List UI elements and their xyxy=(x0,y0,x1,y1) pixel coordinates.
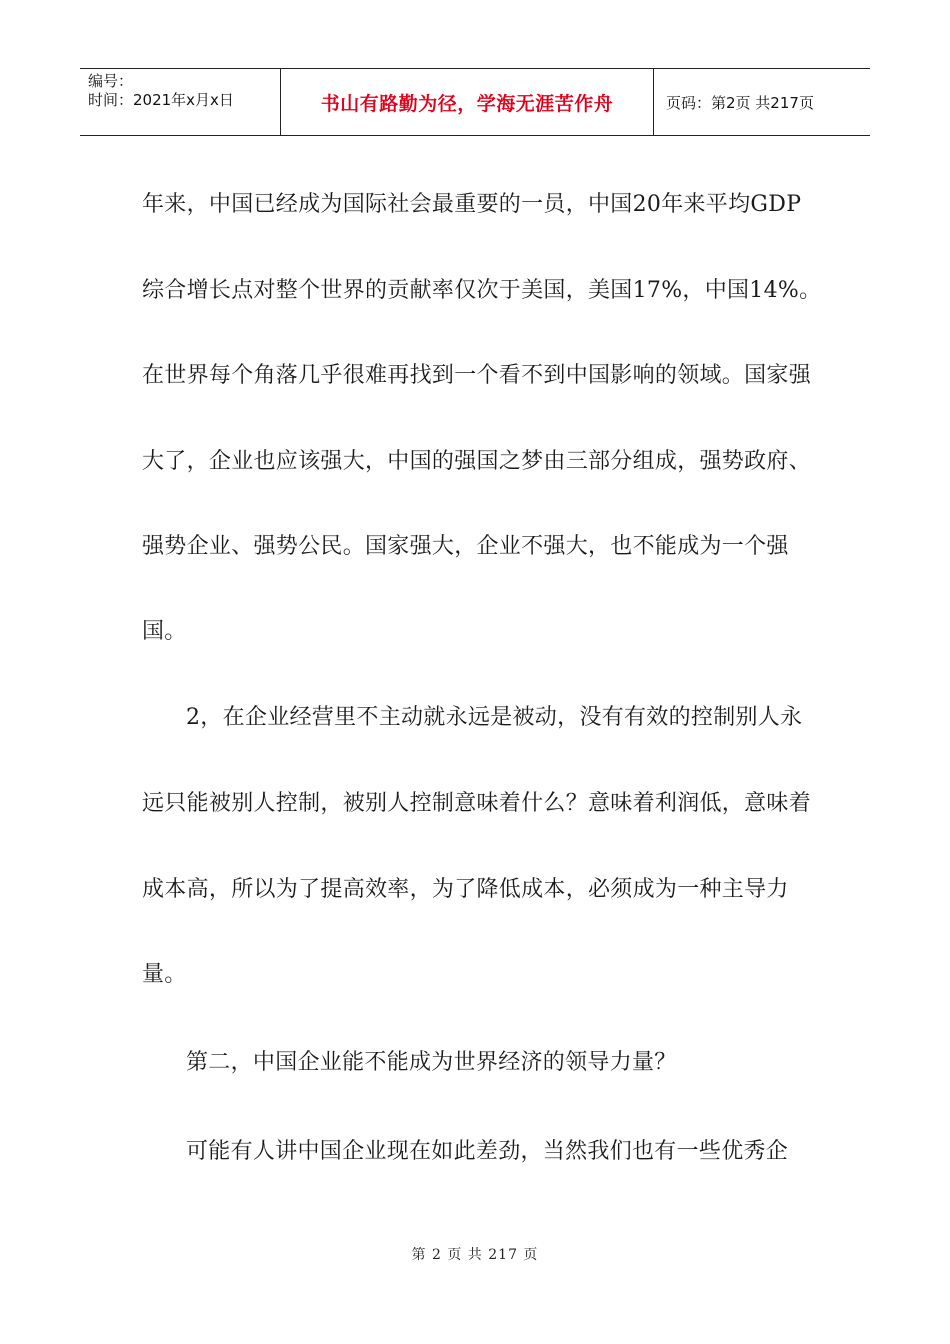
body-line: 可能有人讲中国企业现在如此差劲，当然我们也有一些优秀企 xyxy=(186,1139,789,1164)
body-line: 成本高，所以为了提高效率，为了降低成本，必须成为一种主导力 xyxy=(142,877,789,902)
document-number-label: 编号： xyxy=(88,72,134,90)
header-meta-cell xyxy=(80,69,280,135)
header-motto-cell xyxy=(280,69,654,135)
body-line: 强势企业、强势公民。国家强大，企业不强大，也不能成为一个强 xyxy=(142,534,789,559)
body-line: 年来，中国已经成为国际社会最重要的一员，中国20年来平均GDP xyxy=(142,192,802,217)
body-line: 在世界每个角落几乎很难再找到一个看不到中国影响的领域。国家强 xyxy=(142,363,812,388)
page-footer: 第 2 页 共 217 页 xyxy=(411,1247,539,1263)
body-line: 量。 xyxy=(142,962,187,987)
document-date: 时间：2021年x月x日 xyxy=(88,91,234,109)
body-line: 第二，中国企业能不能成为世界经济的领导力量？ xyxy=(186,1050,677,1075)
body-line: 远只能被别人控制，被别人控制意味着什么？意味着利润低，意味着 xyxy=(142,791,812,816)
body-line: 国。 xyxy=(142,619,187,644)
body-line: 2，在企业经营里不主动就永远是被动，没有有效的控制别人永 xyxy=(186,705,803,730)
body-line: 大了，企业也应该强大，中国的强国之梦由三部分组成，强势政府、 xyxy=(142,449,812,474)
body-line: 综合增长点对整个世界的贡献率仅次于美国，美国17%，中国14%。 xyxy=(142,278,822,303)
header-motto: 书山有路勤为径，学海无涯苦作舟 xyxy=(320,92,614,115)
header-page-cell xyxy=(654,69,870,135)
header-page-code: 页码：第2页 共217页 xyxy=(666,93,814,112)
page-header xyxy=(80,68,870,136)
